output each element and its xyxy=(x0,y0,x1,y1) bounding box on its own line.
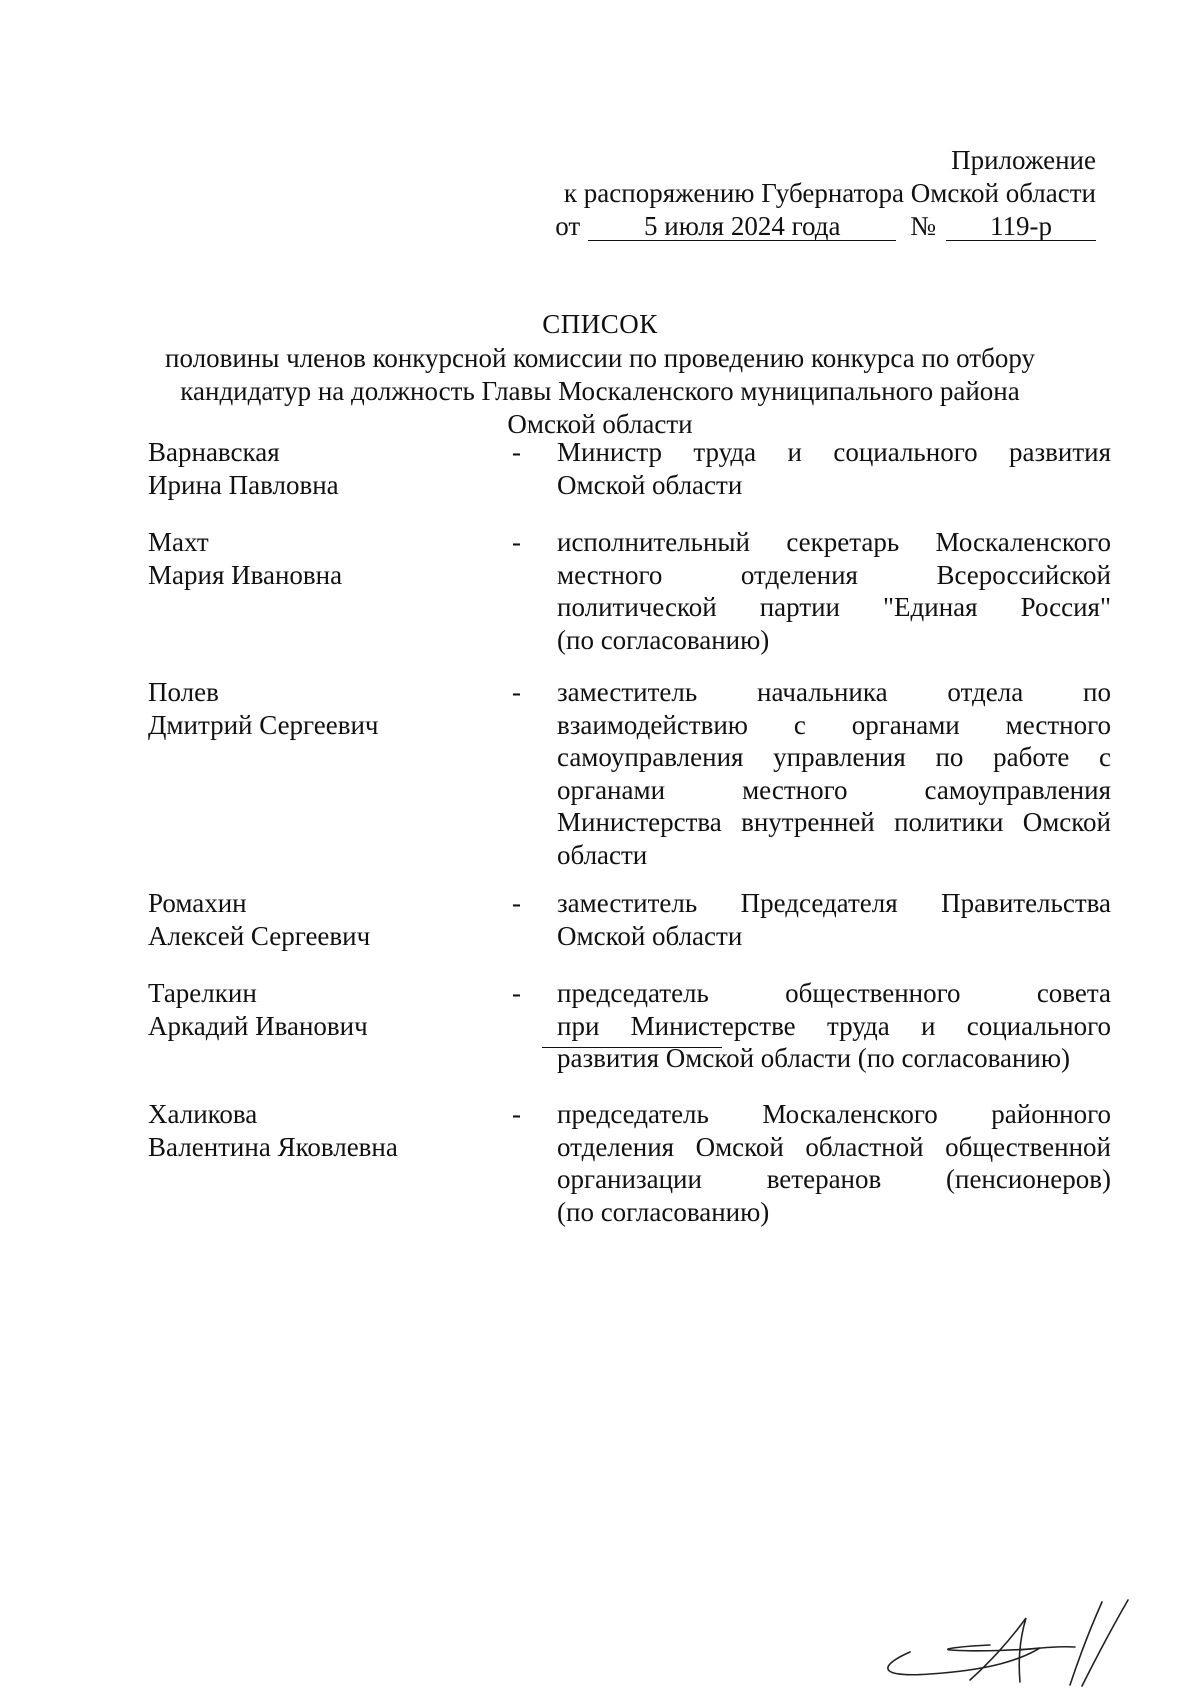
member-position xyxy=(557,1098,1111,1228)
member-surname: Варнавская xyxy=(148,437,280,467)
document-heading xyxy=(100,308,1100,441)
position-line: политической партии "Единая Россия" xyxy=(557,592,1111,622)
member-name xyxy=(148,526,488,591)
closing-divider xyxy=(542,1047,722,1048)
position-line: местного отделения Всероссийской xyxy=(557,559,1111,590)
position-line: (по согласованию) xyxy=(557,624,770,655)
position-line: (по согласованию) xyxy=(557,1196,770,1227)
member-given-name: Дмитрий Сергеевич xyxy=(148,709,379,740)
position-line: Министерства внутренней политики Омской xyxy=(557,807,1111,837)
member-surname: Махт xyxy=(148,527,209,557)
member-name xyxy=(148,436,488,501)
member-given-name: Ирина Павловна xyxy=(148,469,339,500)
member-dash: - xyxy=(512,677,521,707)
number-label: № xyxy=(910,211,936,241)
position-line: области xyxy=(557,839,648,870)
position-line: Омской области xyxy=(557,469,743,500)
position-line: отделения Омской областной общественной xyxy=(557,1131,1111,1162)
member-surname: Халикова xyxy=(148,1099,258,1129)
position-line: Министр труда и социального развития xyxy=(557,437,1111,467)
member-dash: - xyxy=(512,527,521,557)
member-dash: - xyxy=(512,888,521,918)
member-given-name: Мария Ивановна xyxy=(148,559,343,590)
member-surname: Тарелкин xyxy=(148,978,257,1008)
order-number: 119-р xyxy=(946,213,1096,241)
member-position xyxy=(557,436,1111,501)
position-line: развития Омской области (по согласованию) xyxy=(557,1043,1071,1073)
member-given-name: Аркадий Иванович xyxy=(148,1010,368,1041)
position-line: заместитель начальника отдела по xyxy=(557,677,1111,707)
document-title: СПИСОК xyxy=(542,309,658,339)
position-line: Омской области xyxy=(557,920,743,951)
member-given-name: Валентина Яковлевна xyxy=(148,1131,398,1162)
position-line: председатель общественного совета xyxy=(557,978,1111,1008)
member-dash: - xyxy=(512,978,521,1008)
position-line: при Министерстве труда и социального xyxy=(557,1010,1111,1041)
position-line: самоуправления управления по работе с xyxy=(557,742,1111,772)
member-position xyxy=(557,887,1111,952)
position-line: исполнительный секретарь Москаленского xyxy=(557,527,1111,557)
position-line: организации ветеранов (пенсионеров) xyxy=(557,1164,1111,1194)
appendix-block xyxy=(555,144,1096,243)
position-line: органами местного самоуправления xyxy=(557,774,1111,805)
member-given-name: Алексей Сергеевич xyxy=(148,920,371,951)
appendix-date-number-line xyxy=(555,210,1096,243)
member-position xyxy=(557,676,1111,871)
member-name xyxy=(148,1098,488,1163)
heading-line: кандидатур на должность Главы Москаленского муниципального района xyxy=(180,376,1020,406)
appendix-title: Приложение xyxy=(951,145,1096,175)
member-surname: Полев xyxy=(148,677,219,707)
position-line: председатель Москаленского районного xyxy=(557,1099,1111,1129)
heading-line: Омской области xyxy=(507,409,693,439)
order-date: 5 июля 2024 года xyxy=(588,213,896,241)
member-position xyxy=(557,977,1111,1075)
heading-line: половины членов конкурсной комиссии по проведению конкурса по отбору xyxy=(165,343,1035,373)
member-name xyxy=(148,676,488,741)
member-name xyxy=(148,887,488,952)
member-dash: - xyxy=(512,437,521,467)
member-dash: - xyxy=(512,1099,521,1129)
member-surname: Ромахин xyxy=(148,888,247,918)
appendix-subtitle: к распоряжению Губернатора Омской области xyxy=(563,178,1096,208)
member-name xyxy=(148,977,488,1042)
position-line: взаимодействию с органами местного xyxy=(557,709,1111,740)
position-line: заместитель Председателя Правительства xyxy=(557,888,1111,918)
member-position xyxy=(557,526,1111,656)
handwritten-signature xyxy=(870,1590,1150,1690)
from-label: от xyxy=(555,211,581,241)
